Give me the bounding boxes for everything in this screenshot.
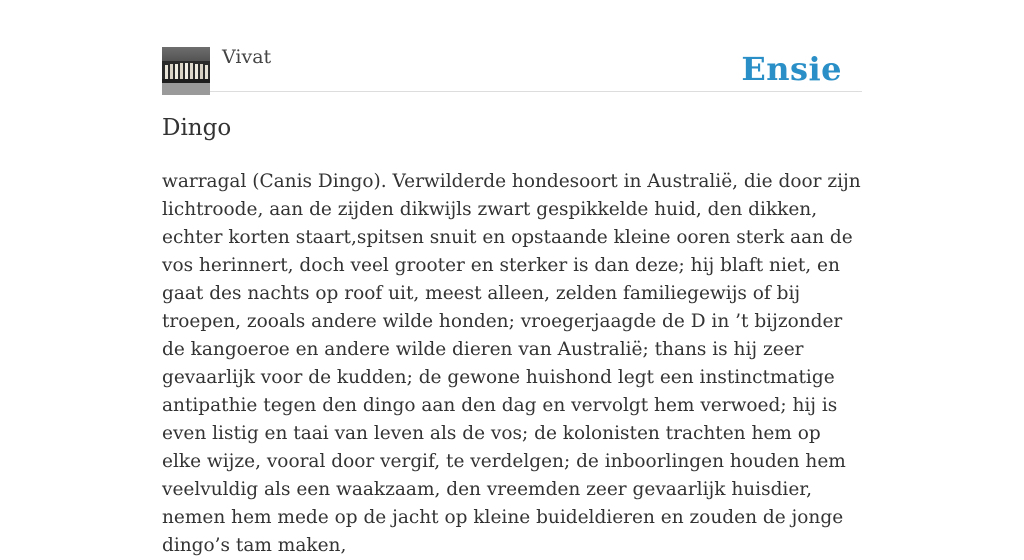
- page: [162, 0, 862, 556]
- typewriter-keys-avatar-icon: [162, 47, 210, 95]
- source-name[interactable]: Vivat: [222, 46, 272, 68]
- article-title: Dingo: [162, 115, 232, 141]
- source-avatar[interactable]: [162, 47, 210, 95]
- header: [162, 0, 862, 92]
- article-body: warragal (Canis Dingo). Verwilderde hondesoort in Australië, die door zijn lichtroode, aan de zijden dikwijls zwart gespikkelde huid, den dikken, echter korten staart,spitsen snuit en opstaande kleine ooren sterk aan de vos herinnert, doch veel grooter en sterker is dan deze; hij blaft niet, en gaat des nachts op roof uit, meest alleen, zelden familiegewijs of bij troepen, zooals andere wilde honden; vroegerjaagde de D in ’t bijzonder de kangoeroe en andere wilde dieren van Australië; thans is hij zeer gevaarlijk voor de kudden; de gewone huishond legt een instinctmatige antipathie tegen den dingo aan den dag en vervolgt hem verwoed; hij is even listig en taai van leven als de vos; de kolonisten trachten hem op elke wijze, vooral door vergif, te verdelgen; de inboorlingen houden hem veelvuldig als een waakzaam, den vreemden zeer gevaarlijk huisdier, nemen hem mede op de jacht op kleine buideldieren en zouden de jonge dingo’s tam maken,: [162, 171, 861, 556]
- brand-logo[interactable]: Ensie: [741, 50, 842, 88]
